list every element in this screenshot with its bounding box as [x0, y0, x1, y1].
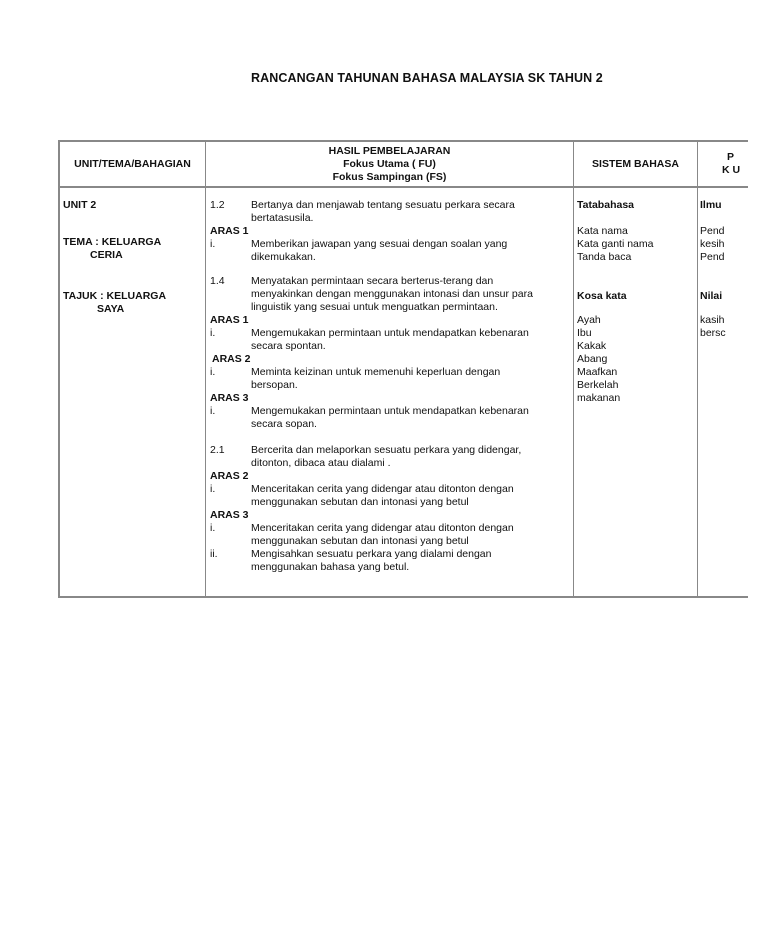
nilai-heading: Nilai	[700, 290, 723, 302]
ilmu-item: Pend	[700, 251, 725, 263]
header-divider	[60, 186, 748, 188]
kosa-kata-item: makanan	[577, 392, 621, 404]
item-marker: i.	[210, 405, 216, 417]
nilai-item: bersc	[700, 327, 726, 339]
kosa-kata-item: Maafkan	[577, 366, 618, 378]
kosa-kata-item: Kakak	[577, 340, 607, 352]
outcome-text: Mengemukakan permintaan untuk mendapatkan kebenaran	[251, 327, 529, 339]
aras-label: ARAS 2	[210, 470, 249, 482]
unit-label: UNIT 2	[63, 199, 97, 211]
aras-label: ARAS 3	[210, 392, 249, 404]
outcome-text: Menceritakan cerita yang didengar atau ditonton dengan	[251, 483, 514, 495]
outcome-text: ditonton, dibaca atau dialami .	[251, 457, 391, 469]
item-number: 1.2	[210, 199, 225, 211]
outcome-text: menggunakan sebutan dan intonasi yang betul	[251, 496, 469, 508]
outcome-text: Bertanya dan menjawab tentang sesuatu perkara secara	[251, 199, 515, 211]
ilmu-item: kesih	[700, 238, 725, 250]
tatabahasa-item: Kata nama	[577, 225, 628, 237]
item-number: 2.1	[210, 444, 225, 456]
outcome-text: menggunakan bahasa yang betul.	[251, 561, 410, 573]
header-pk	[698, 142, 758, 186]
column-divider	[573, 142, 574, 596]
header-pk-line1: P	[727, 151, 735, 163]
item-marker: ii.	[210, 548, 218, 560]
tajuk-value: SAYA	[97, 303, 125, 315]
outcome-text: bersopan.	[251, 379, 298, 391]
column-divider	[697, 142, 698, 596]
kosa-kata-heading: Kosa kata	[577, 290, 627, 302]
kosa-kata-item: Abang	[577, 353, 608, 365]
header-hasil-fs: Fokus Sampingan (FS)	[332, 170, 447, 183]
item-marker: i.	[210, 483, 216, 495]
tema-value: CERIA	[90, 249, 123, 261]
aras-label: ARAS 2	[212, 353, 251, 365]
item-marker: i.	[210, 327, 216, 339]
outcome-text: Meminta keizinan untuk memenuhi keperluan dengan	[251, 366, 501, 378]
outcome-text: Memberikan jawapan yang sesuai dengan soalan yang	[251, 238, 508, 250]
ilmu-item: Pend	[700, 225, 725, 237]
tema-label: TEMA : KELUARGA	[63, 236, 162, 248]
tatabahasa-item: Kata ganti nama	[577, 238, 654, 250]
aras-label: ARAS 1	[210, 314, 249, 326]
outcome-text: Mengemukakan permintaan untuk mendapatkan kebenaran	[251, 405, 529, 417]
header-hasil	[206, 142, 573, 186]
header-sistem: SISTEM BAHASA	[592, 157, 679, 170]
tatabahasa-heading: Tatabahasa	[577, 199, 634, 211]
aras-label: ARAS 3	[210, 509, 249, 521]
tatabahasa-item: Tanda baca	[577, 251, 632, 263]
outcome-text: Menceritakan cerita yang didengar atau ditonton dengan	[251, 522, 514, 534]
tajuk-label: TAJUK : KELUARGA	[63, 290, 167, 302]
outcome-text: secara sopan.	[251, 418, 317, 430]
outcome-text: Bercerita dan melaporkan sesuatu perkara yang didengar,	[251, 444, 522, 456]
header-pk-line2: K U	[722, 164, 741, 176]
kosa-kata-item: Berkelah	[577, 379, 619, 391]
column-divider	[205, 142, 206, 596]
outcome-text: menggunakan sebutan dan intonasi yang betul	[251, 535, 469, 547]
outcome-text: secara spontan.	[251, 340, 326, 352]
outcome-text: bertatasusila.	[251, 212, 314, 224]
nilai-item: kasih	[700, 314, 725, 326]
item-number: 1.4	[210, 275, 225, 287]
header-unit: UNIT/TEMA/BAHAGIAN	[74, 157, 191, 170]
outcome-text: dikemukakan.	[251, 251, 316, 263]
outcome-text: menyakinkan dengan menggunakan intonasi dan unsur para	[251, 288, 533, 300]
item-marker: i.	[210, 522, 216, 534]
item-marker: i.	[210, 366, 216, 378]
header-hasil-fu: Fokus Utama ( FU)	[343, 157, 436, 170]
outcome-text: linguistik yang sesuai untuk menguatkan permintaan.	[251, 301, 498, 313]
header-hasil-title: HASIL PEMBELAJARAN	[328, 144, 451, 157]
kosa-kata-item: Ibu	[577, 327, 592, 339]
kosa-kata-item: Ayah	[577, 314, 601, 326]
item-marker: i.	[210, 238, 216, 250]
outcome-text: Menyatakan permintaan secara berterus-terang dan	[251, 275, 494, 287]
page-title: RANCANGAN TAHUNAN BAHASA MALAYSIA SK TAHUN 2	[251, 71, 603, 85]
ilmu-heading: Ilmu	[700, 199, 722, 211]
aras-label: ARAS 1	[210, 225, 249, 237]
outcome-text: Mengisahkan sesuatu perkara yang dialami dengan	[251, 548, 492, 560]
